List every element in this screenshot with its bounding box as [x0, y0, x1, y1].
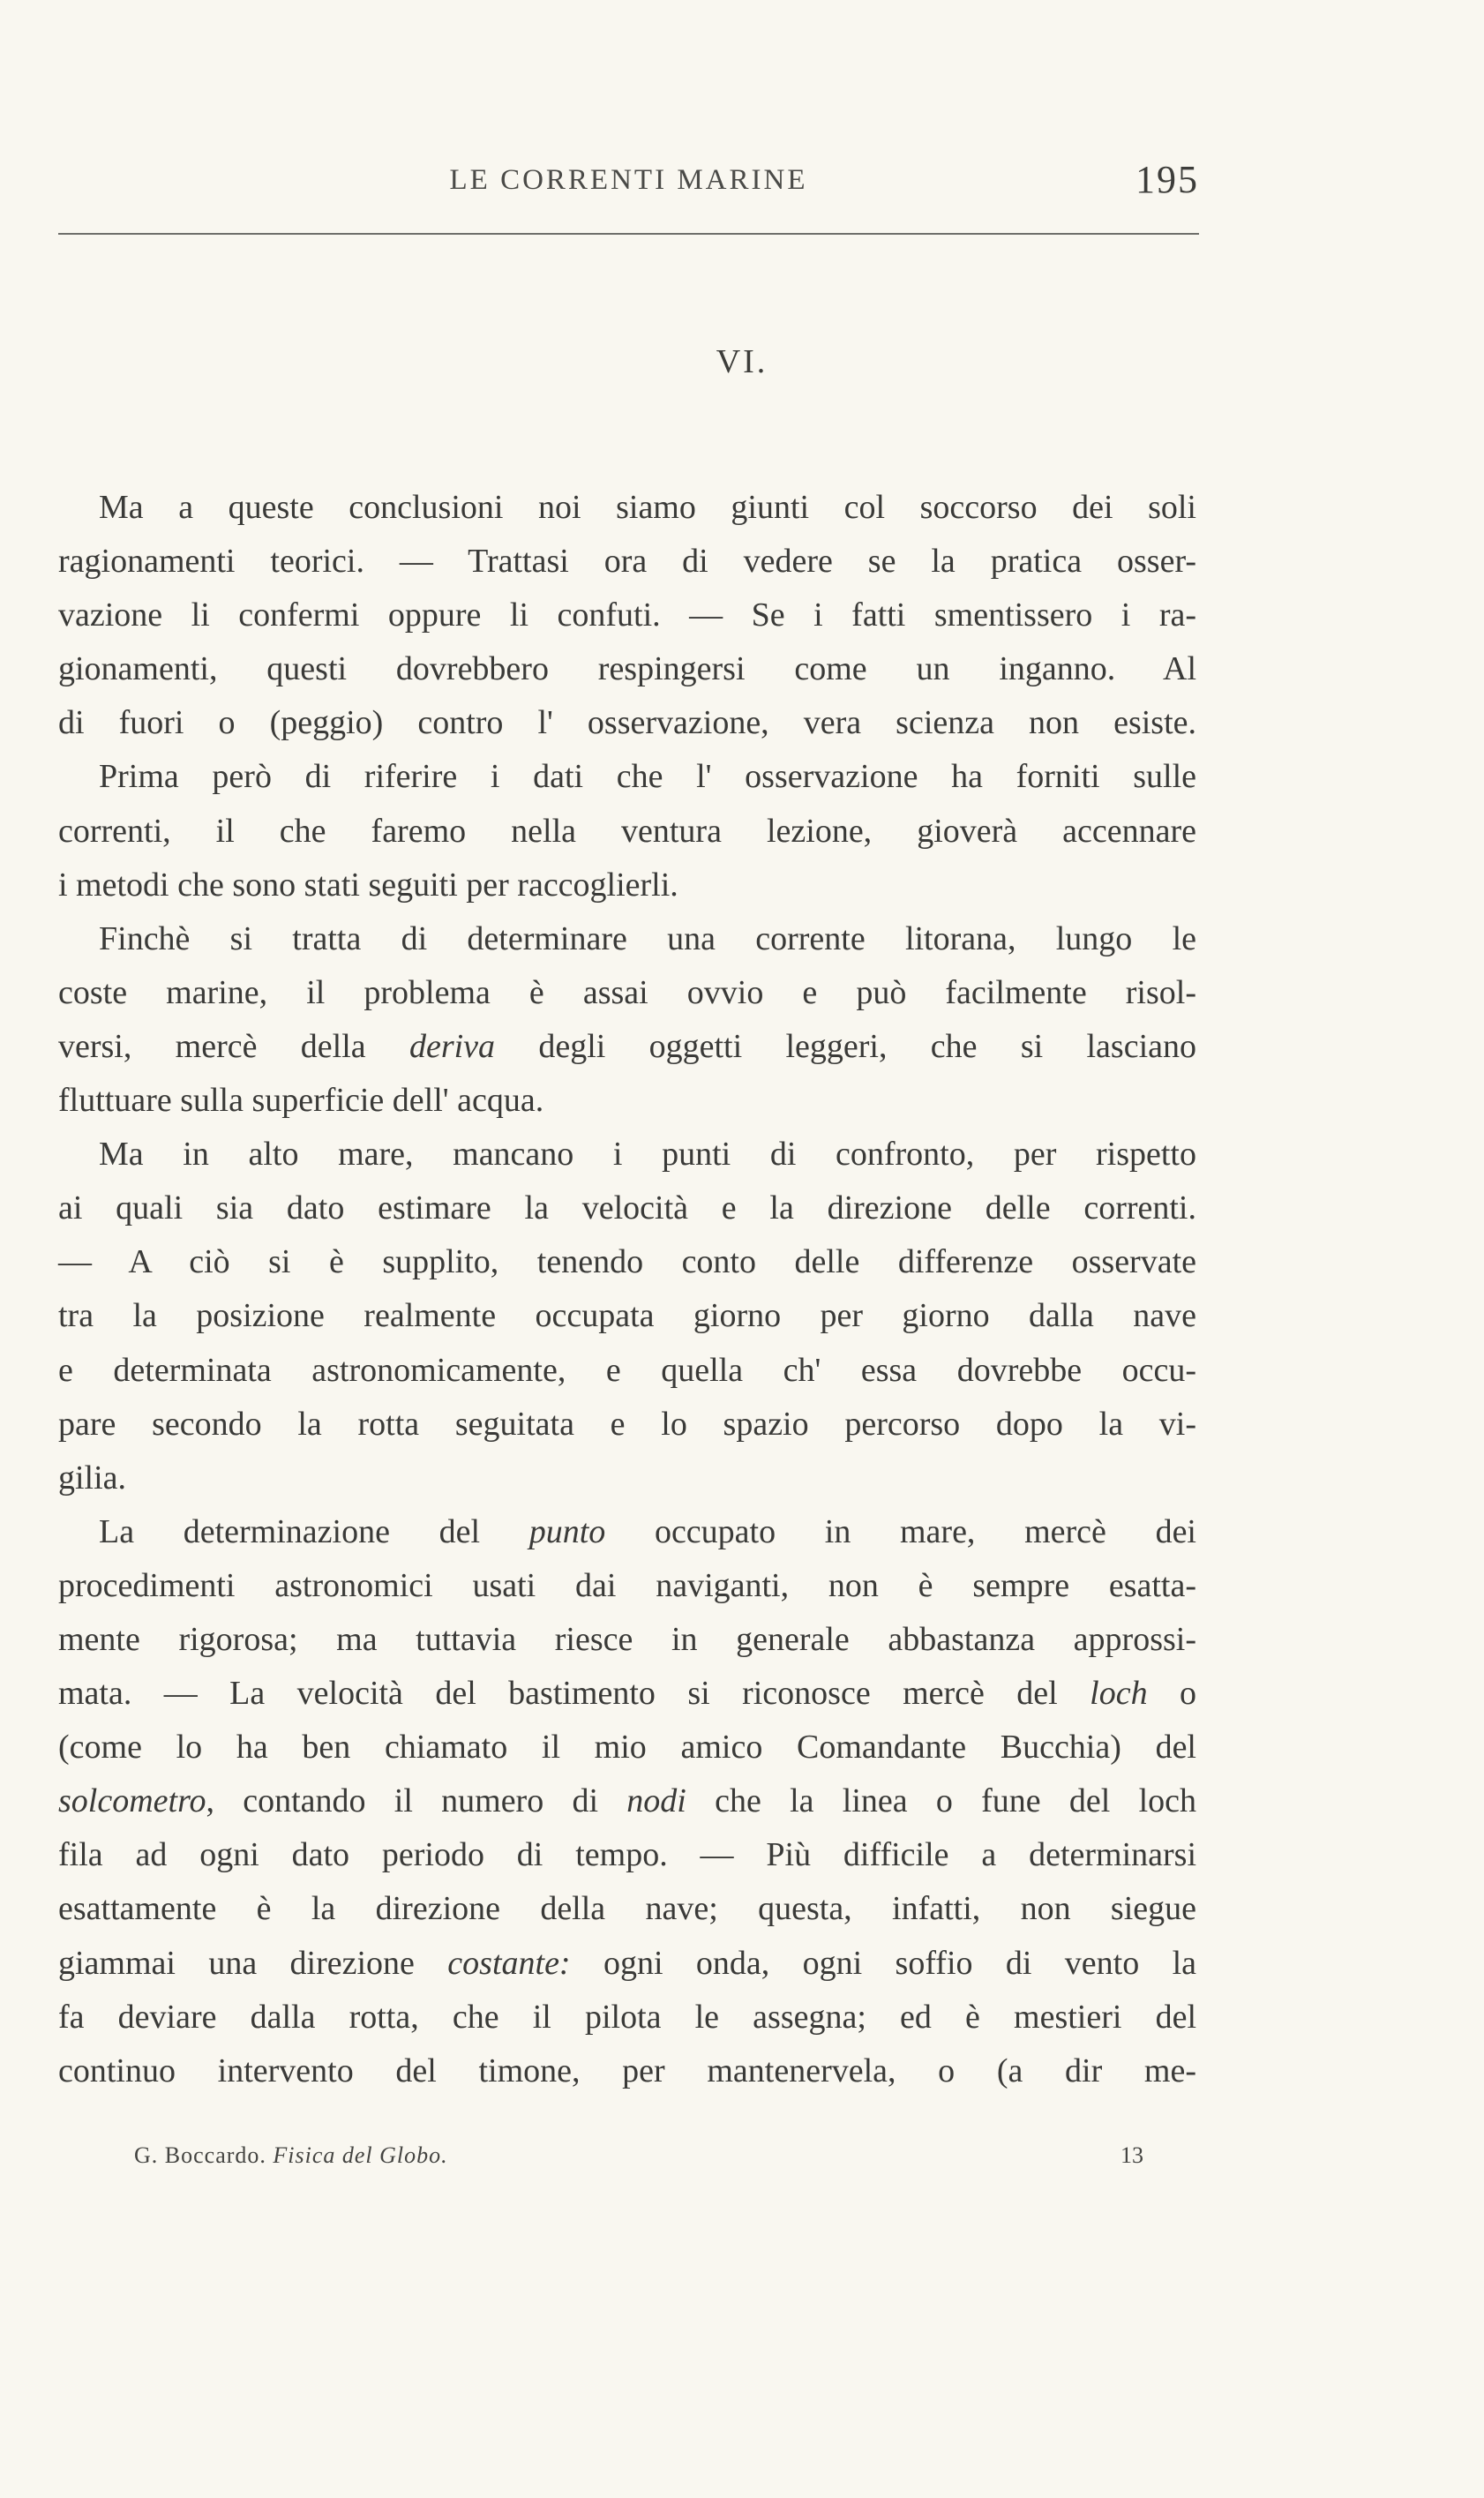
text-line: mente rigorosa; ma tuttavia riesce in generale abbastanza approssi-	[58, 1620, 1196, 1658]
text-line: i metodi che sono stati seguiti per raccoglierli.	[58, 866, 678, 904]
page-footer	[58, 2142, 1143, 2178]
italic-term: loch	[1090, 1675, 1148, 1713]
text-line: La determinazione del punto occupato in mare, mercè dei	[99, 1512, 1196, 1550]
header-rule	[58, 233, 1199, 235]
text-line: esattamente è la direzione della nave; questa, infatti, non siegue	[58, 1890, 1196, 1928]
body-text	[58, 481, 1196, 2098]
text-line: (come lo ha ben chiamato il mio amico Comandante Bucchia) del	[58, 1729, 1196, 1767]
text-line: Finchè si tratta di determinare una corrente litorana, lungo le	[99, 919, 1196, 957]
italic-term: nodi	[626, 1782, 686, 1820]
text-line: fila ad ogni dato periodo di tempo. — Più difficile a determinarsi	[58, 1836, 1196, 1874]
text-line: Prima però di riferire i dati che l' osservazione ha forniti sulle	[99, 758, 1196, 796]
footer-author	[134, 2142, 448, 2169]
text-line: ai quali sia dato estimare la velocità e la direzione delle correnti.	[58, 1189, 1196, 1227]
italic-term: costante:	[447, 1944, 571, 1982]
text-line: correnti, il che faremo nella ventura lezione, gioverà accennare	[58, 812, 1196, 850]
italic-term: deriva	[408, 1027, 496, 1065]
text-line: pare secondo la rotta seguitata e lo spazio percorso dopo la vi-	[58, 1405, 1196, 1443]
text-line: — A ciò si è supplito, tenendo conto delle differenze osservate	[58, 1243, 1196, 1281]
text-line: fluttuare sulla superficie dell' acqua.	[58, 1082, 544, 1120]
running-title: LE CORRENTI MARINE	[449, 164, 808, 196]
text-line: mata. — La velocità del bastimento si riconosce mercè del loch o	[58, 1675, 1197, 1713]
text-line: tra la posizione realmente occupata giorno per giorno dalla nave	[58, 1297, 1196, 1335]
text-line: gionamenti, questi dovrebbero respingersi come un inganno. Al	[58, 650, 1196, 688]
text-line: continuo intervento del timone, per mantenervela, o (a dir me-	[58, 2052, 1196, 2089]
page-number: 195	[1135, 158, 1199, 201]
signature-mark: 13	[1120, 2142, 1143, 2168]
text-line: solcometro, contando il numero di nodi che la linea o fune del loch	[58, 1782, 1196, 1820]
italic-term: punto	[528, 1512, 606, 1550]
italic-term: solcometro	[58, 1782, 206, 1820]
text-line: gilia.	[58, 1459, 127, 1497]
footer-book-title: Fisica del Globo.	[273, 2142, 448, 2168]
text-line: e determinata astronomicamente, e quella ch' essa dovrebbe occu-	[58, 1351, 1196, 1389]
footer-author-name: G. Boccardo.	[134, 2142, 266, 2168]
text-line: Ma in alto mare, mancano i punti di confronto, per rispetto	[99, 1136, 1196, 1174]
text-line: vazione li confermi oppure li confuti. — Se i fatti smentissero i ra-	[58, 596, 1196, 634]
text-line: ragionamenti teorici. — Trattasi ora di vedere se la pratica osser-	[58, 543, 1196, 581]
section-heading: VI.	[716, 343, 768, 380]
text-line: fa deviare dalla rotta, che il pilota le assegna; ed è mestieri del	[58, 1998, 1196, 2036]
text-line: di fuori o (peggio) contro l' osservazione, vera scienza non esiste.	[58, 704, 1196, 742]
text-line: giammai una direzione costante: ogni onda, ogni soffio di vento la	[58, 1944, 1196, 1982]
text-line: Ma a queste conclusioni noi siamo giunti col soccorso dei soli	[99, 489, 1196, 526]
text-line: procedimenti astronomici usati dai naviganti, non è sempre esatta-	[58, 1566, 1196, 1604]
text-line: coste marine, il problema è assai ovvio e può facilmente risol-	[58, 973, 1196, 1011]
page-header	[58, 158, 1199, 208]
text-line: versi, mercè della deriva degli oggetti leggeri, che si lasciano	[58, 1027, 1196, 1065]
